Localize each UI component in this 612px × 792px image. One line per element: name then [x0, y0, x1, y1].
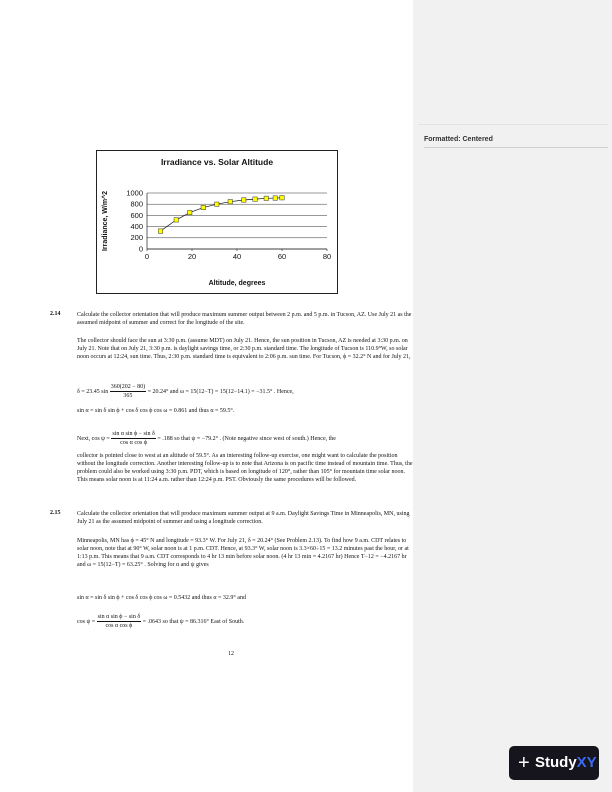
x-tick-label: 80 [322, 252, 332, 261]
equation-rhs: = .0643 so that ψ = 86.316° East of South. [142, 618, 245, 625]
y-tick-label: 600 [130, 210, 143, 220]
data-point [228, 199, 232, 203]
problem-2-15-statement [77, 510, 413, 526]
fraction-numerator: 360(202 − 80) [110, 384, 146, 390]
x-tick-label: 0 [144, 252, 150, 261]
x-tick-label: 60 [277, 252, 287, 261]
y-tick-label: 800 [130, 199, 143, 209]
studyxy-logo[interactable] [509, 746, 599, 780]
x-axis-label: Altitude, degrees [208, 280, 266, 287]
equation-fraction [111, 430, 156, 447]
chart-title: Irradiance vs. Solar Altitude [160, 157, 274, 167]
paragraph-text: collector is pointed close to west at an altitude of 59.5°. As an interesting follow-up exercise, one might want to calculate the position without the longitude correction. Another interesting follow-up is to note that Arizona is on pacific time instead of mountain time. Thus, the problem could also be worked using 3:30 p.m. PDT, which is based on longitude of 120°, rather than 105° for mountain time solar noon. This means solar noon is at 11:24 a.m. rather than 12:24 p.m. PST. Obviously the same procedures will be followed. [77, 453, 413, 483]
problem-number-2-15: 2.15 [50, 510, 61, 516]
fraction-denominator: cos α cos ϕ [120, 440, 147, 446]
data-point [174, 218, 178, 222]
y-tick-label: 0 [138, 244, 143, 254]
problem-2-14-para1 [77, 337, 413, 361]
equation-rhs: = .188 so that ψ = −79.2° . (Note negative since west of south.) Hence, the [157, 435, 336, 442]
page-number: 12 [228, 651, 234, 657]
problem-statement-text: Calculate the collector orientation that will produce maximum summer output between 2 p.m. and 5 p.m. in Tucson, AZ. Use July 21 as the assumed midpoint of summer and correct for the longitude of the site. [77, 312, 412, 326]
logo-brand: Study [535, 754, 577, 771]
data-point [273, 196, 277, 200]
data-point [201, 205, 205, 209]
problem-2-14-para2 [77, 452, 413, 484]
equation-fraction [110, 383, 146, 400]
x-tick-label: 20 [187, 252, 197, 261]
problem-2-14-statement [77, 311, 413, 327]
y-tick-label: 400 [130, 222, 143, 231]
y-axis-label: Irradiance, W/m^2 [102, 190, 109, 252]
paragraph-text: Minneapolis, MN has ϕ = 45° N and longitude = 93.3° W. For July 21, δ = 20.24° (See Problem 2.13). To find how 9 a.m. CDT relates to solar noon, note that at 90° W, solar noon is at 1 p.m. CDT. Hence, at 93.3° W, solar noon is 3.3×60÷15 = 13.2 minutes past the hour, or at 1:13 p.m. This means that 9 a.m. CDT corresponds to 4 hr 13 min before solar noon. (4 hr 13 min = 4.2167 hr) Hence T−12 = −4.2167 hr and ω = 15(12−T) = 63.25° . Solving for α and ψ gives [77, 538, 409, 568]
comment-balloon[interactable] [418, 124, 608, 645]
y-tick-label: 200 [130, 233, 143, 243]
altitude-equation-2-15: sin α = sin δ sin ϕ + cos δ cos ϕ cos ω = 0.5432 and thus α = 32.9° and [77, 595, 246, 601]
azimuth-equation-2-15 [77, 613, 244, 630]
fraction-denominator: 365 [123, 393, 133, 399]
altitude-equation: sin α = sin δ sin ϕ + cos δ cos ϕ cos ω = 0.861 and thus α = 59.5°. [77, 408, 235, 414]
problem-2-15-para1 [77, 537, 413, 569]
data-point [215, 202, 219, 206]
comment-connector [424, 147, 608, 148]
plus-icon: + [518, 752, 530, 774]
equation-fraction [97, 613, 142, 630]
irradiance-chart [96, 150, 338, 294]
fraction-denominator: cos α cos ϕ [105, 623, 133, 629]
equation-rhs: = 20.24° and ω = 15(12−T) = 15(12−14.1) = −31.5° . Hence, [147, 388, 294, 395]
logo-brand-suffix: XY [576, 754, 597, 771]
data-point [264, 196, 268, 200]
declination-equation [77, 383, 294, 400]
problem-number-2-14: 2.14 [50, 311, 61, 317]
data-point [188, 210, 192, 214]
comment-label: Formatted: Centered [424, 136, 493, 143]
data-point [280, 196, 284, 200]
fraction-numerator: sin α sin ϕ − sin δ [112, 431, 155, 437]
y-tick-label: 1000 [126, 188, 143, 198]
problem-statement-text: Calculate the collector orientation that will produce maximum summer output at 9 a.m. Daylight Savings Time in Minneapolis, MN, using July 21 as the assumed midpoint of summer and using a longitude correction. [77, 511, 410, 525]
equation-lhs: Next, cos ψ = [77, 435, 110, 442]
data-point [158, 229, 162, 233]
fraction-numerator: sin α sin ϕ − sin δ [97, 614, 141, 620]
logo-text [535, 746, 597, 780]
data-point [253, 197, 257, 201]
paragraph-text: The collector should face the sun at 3:30 p.m. (assume MDT) on July 21. Hence, the sun position in Tucson, AZ is needed at 3:30 p.m. on July 21. Note that on July 21, 3:30 p.m. is daylight savings time, or 2:30 p.m. standard time. The longitude of Tucson is 110.9°W, so solar noon occurs at 12:24, sun time. Thus, 2:30 p.m. standard time is equivalent to 2:06 p.m. sun time. For Tucson, ϕ = 32.2° N and for July 21, [77, 338, 411, 360]
series-line [161, 198, 283, 231]
chart-canvas [97, 151, 337, 293]
x-tick-label: 40 [232, 252, 242, 261]
data-point [242, 198, 246, 202]
equation-lhs: δ = 23.45 sin [77, 388, 109, 395]
azimuth-equation [77, 430, 336, 447]
equation-lhs: cos ψ = [77, 618, 96, 625]
